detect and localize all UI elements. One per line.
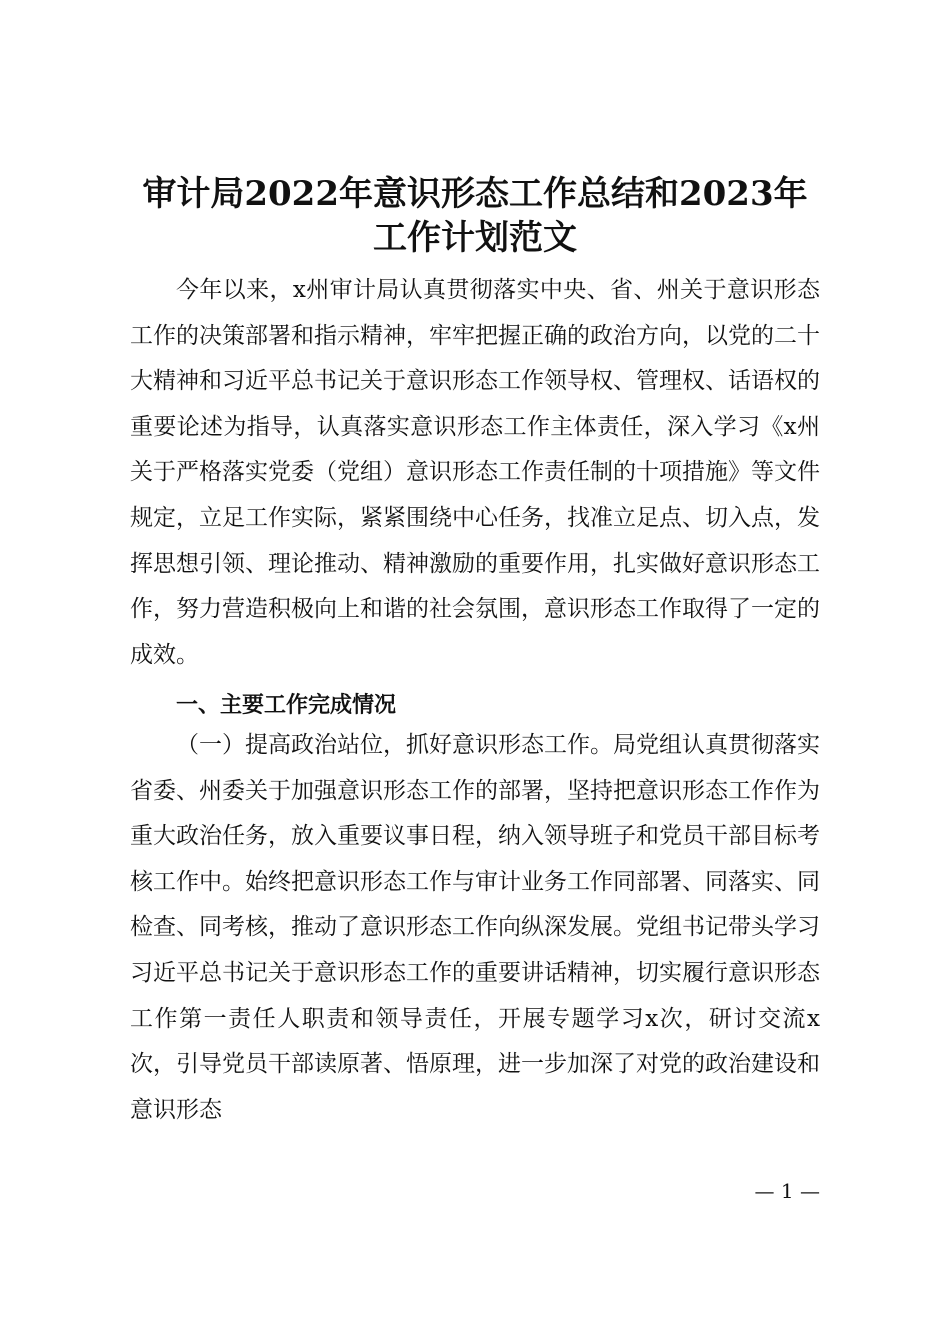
document-title: 审计局2022年意识形态工作总结和2023年工作计划范文 xyxy=(142,174,808,258)
section-paragraph: （一）提高政治站位，抓好意识形态工作。局党组认真贯彻落实省委、州委关于加强意识形态工作的部署，坚持把意识形态工作作为重大政治任务，放入重要议事日程，纳入领导班子和党员干部目标考核工作中。始终把意识形态工作与审计业务工作同部署、同落实、同检查、同考核，推动了意识形态工作向纵深发展。党组书记带头学习习近平总书记关于意识形态工作的重要讲话精神，切实履行意识形态工作第一责任人职责和领导责任，开展专题学习x次，研讨交流x次，引导党员干部读原著、悟原理，进一步加深了对党的政治建设和意识形态 xyxy=(130,732,820,1123)
section-heading: 一、主要工作完成情况 xyxy=(176,693,397,718)
page-number: — 1 — xyxy=(754,1179,820,1203)
intro-paragraph: 今年以来，x州审计局认真贯彻落实中央、省、州关于意识形态工作的决策部署和指示精神，牢牢把握正确的政治方向，以党的二十大精神和习近平总书记关于意识形态工作领导权、管理权、话语权的重要论述为指导，认真落实意识形态工作主体责任，深入学习《x州关于严格落实党委（党组）意识形态工作责任制的十项措施》等文件规定，立足工作实际，紧紧围绕中心任务，找准立足点、切入点，发挥思想引领、理论推动、精神激励的重要作用，扎实做好意识形态工作，努力营造积极向上和谐的社会氛围，意识形态工作取得了一定的成效。 xyxy=(130,277,820,668)
